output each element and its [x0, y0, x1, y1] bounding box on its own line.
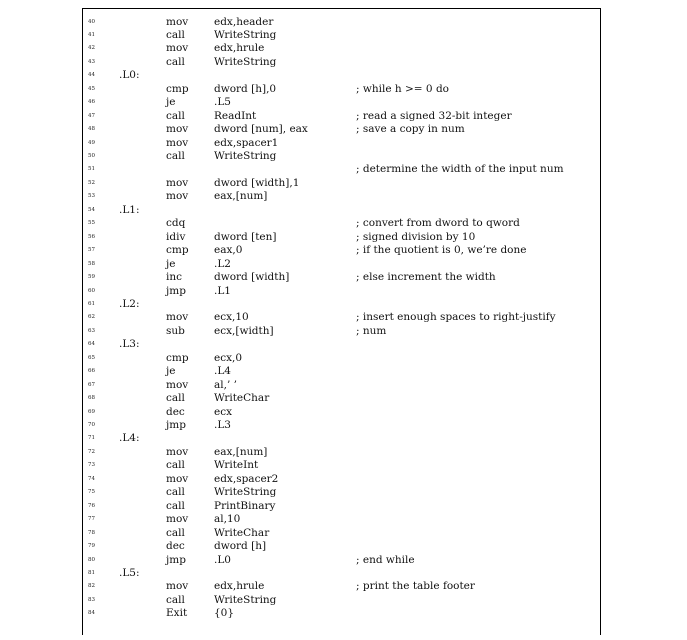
operands: WriteString	[214, 486, 277, 499]
instruction: mov	[166, 472, 189, 485]
code-line	[0, 594, 687, 608]
line-number: 42	[88, 45, 95, 52]
code-line	[0, 271, 687, 285]
instruction: je	[166, 96, 176, 109]
line-number: 68	[88, 395, 95, 402]
code-line	[0, 365, 687, 379]
instruction: call	[166, 526, 185, 539]
code-line	[0, 432, 687, 446]
operands: ecx,[width]	[214, 324, 274, 337]
code-line	[0, 16, 687, 30]
code-line	[0, 567, 687, 581]
operands: WriteChar	[214, 526, 270, 539]
code-line	[0, 83, 687, 97]
instruction: cmp	[166, 351, 189, 364]
operands: edx,hrule	[214, 580, 265, 593]
line-number: 81	[88, 569, 95, 576]
line-number: 54	[88, 206, 95, 213]
operands: eax,[num]	[214, 445, 268, 458]
operands: WriteString	[214, 150, 277, 162]
instruction: mov	[166, 190, 189, 203]
code-line	[0, 56, 687, 70]
code-label: .L0:	[119, 69, 140, 82]
code-comment: ; num	[356, 324, 387, 337]
code-line	[0, 580, 687, 594]
instruction: mov	[166, 311, 189, 324]
instruction: mov	[166, 136, 189, 149]
operands: dword [width]	[214, 271, 290, 284]
code-line	[0, 325, 687, 339]
code-line	[0, 69, 687, 83]
line-number: 46	[88, 99, 95, 106]
line-number: 50	[88, 153, 95, 159]
instruction: mov	[166, 42, 189, 55]
operands: .L3	[214, 419, 231, 431]
code-line	[0, 607, 687, 621]
line-number: 83	[88, 596, 95, 603]
code-line	[0, 392, 687, 406]
line-number: 61	[88, 300, 95, 307]
code-line	[0, 29, 687, 43]
instruction: jmp	[166, 284, 186, 297]
line-number: 59	[88, 274, 95, 281]
line-number: 67	[88, 381, 95, 388]
operands: edx,spacer1	[214, 136, 279, 149]
code-label: .L5:	[119, 566, 140, 579]
instruction: je	[166, 365, 176, 378]
instruction: call	[166, 486, 185, 499]
line-number: 64	[88, 341, 95, 348]
line-number: 75	[88, 489, 95, 496]
code-line	[0, 379, 687, 393]
instruction: mov	[166, 15, 189, 28]
line-number: 60	[88, 287, 95, 294]
code-line	[0, 527, 687, 541]
code-line	[0, 486, 687, 500]
code-line	[0, 446, 687, 460]
code-line	[0, 285, 687, 299]
code-line	[0, 217, 687, 231]
instruction: mov	[166, 580, 189, 593]
instruction: call	[166, 55, 185, 68]
line-number: 58	[88, 260, 95, 267]
operands: WriteInt	[214, 459, 259, 472]
operands: ecx,10	[214, 311, 249, 324]
operands: eax,0	[214, 244, 243, 257]
line-number: 62	[88, 314, 95, 321]
instruction: call	[166, 459, 185, 472]
line-number: 72	[88, 448, 95, 455]
code-line	[0, 554, 687, 568]
operands: al,10	[214, 513, 241, 526]
code-line	[0, 231, 687, 245]
code-line	[0, 419, 687, 433]
line-number: 44	[88, 72, 95, 79]
line-number: 52	[88, 179, 95, 186]
instruction: inc	[166, 271, 183, 284]
code-line	[0, 513, 687, 527]
instruction: sub	[166, 324, 185, 337]
line-number: 43	[88, 58, 95, 65]
line-number: 78	[88, 529, 95, 536]
operands: dword [num], eax	[214, 123, 308, 136]
code-label: .L1:	[119, 203, 140, 216]
instruction: call	[166, 392, 185, 405]
instruction: dec	[166, 405, 185, 418]
instruction: call	[166, 109, 185, 122]
line-number: 48	[88, 126, 95, 133]
instruction: cmp	[166, 244, 189, 257]
instruction: mov	[166, 123, 189, 136]
line-number: 63	[88, 327, 95, 334]
instruction: mov	[166, 513, 189, 526]
code-comment: ; print the table footer	[356, 580, 475, 593]
code-comment: ; if the quotient is 0, we’re done	[356, 244, 527, 257]
code-line	[0, 473, 687, 487]
code-comment: ; read a signed 32-bit integer	[356, 109, 512, 122]
code-comment: ; save a copy in num	[356, 123, 465, 136]
line-number: 76	[88, 502, 95, 509]
operands: dword [ten]	[214, 230, 277, 243]
code-line	[0, 406, 687, 420]
code-line	[0, 500, 687, 514]
line-number: 66	[88, 368, 95, 375]
code-line	[0, 258, 687, 272]
operands: al,’ ’	[214, 378, 237, 391]
code-line	[0, 96, 687, 110]
code-line	[0, 540, 687, 554]
instruction: jmp	[166, 553, 186, 566]
code-comment: ; convert from dword to qword	[356, 217, 520, 230]
operands: .L2	[214, 257, 231, 270]
line-number: 49	[88, 139, 95, 146]
code-line	[0, 137, 687, 151]
code-line	[0, 123, 687, 137]
code-comment: ; determine the width of the input num	[356, 163, 564, 176]
code-comment: ; signed division by 10	[356, 230, 476, 243]
operands: ecx,0	[214, 351, 243, 364]
instruction: mov	[166, 176, 189, 189]
operands: .L0	[214, 553, 231, 566]
instruction: cmp	[166, 82, 189, 95]
line-number: 55	[88, 220, 95, 227]
code-line	[0, 204, 687, 218]
code-comment: ; end while	[356, 553, 415, 566]
operands: {0}	[214, 607, 235, 620]
operands: .L1	[214, 284, 231, 297]
instruction: call	[166, 499, 185, 512]
line-number: 45	[88, 85, 95, 92]
operands: edx,spacer2	[214, 472, 279, 485]
line-number: 47	[88, 112, 95, 119]
code-line	[0, 338, 687, 352]
operands: edx,hrule	[214, 42, 265, 55]
code-comment: ; else increment the width	[356, 271, 496, 284]
line-number: 56	[88, 233, 95, 240]
instruction: call	[166, 150, 185, 162]
line-number: 77	[88, 516, 95, 523]
line-number: 82	[88, 583, 95, 590]
instruction: call	[166, 593, 185, 606]
line-number: 51	[88, 166, 95, 173]
operands: dword [width],1	[214, 176, 300, 189]
code-line	[0, 298, 687, 312]
code-line	[0, 459, 687, 473]
operands: WriteChar	[214, 392, 270, 405]
instruction: jmp	[166, 419, 186, 431]
code-comment: ; while h >= 0 do	[356, 82, 449, 95]
line-number: 65	[88, 354, 95, 361]
operands: eax,[num]	[214, 190, 268, 203]
code-line	[0, 311, 687, 325]
line-number: 71	[88, 435, 95, 442]
code-line	[0, 150, 687, 164]
operands: .L5	[214, 96, 231, 109]
code-line	[0, 352, 687, 366]
operands: ecx	[214, 405, 233, 418]
operands: dword [h]	[214, 540, 267, 553]
code-line	[0, 244, 687, 258]
code-label: .L2:	[119, 297, 140, 310]
code-line	[0, 110, 687, 124]
line-number: 69	[88, 408, 95, 415]
instruction: dec	[166, 540, 185, 553]
instruction: cdq	[166, 217, 186, 230]
line-number: 80	[88, 556, 95, 563]
operands: WriteString	[214, 593, 277, 606]
operands: PrintBinary	[214, 499, 276, 512]
code-comment: ; insert enough spaces to right-justify	[356, 311, 556, 324]
line-number: 74	[88, 475, 95, 482]
line-number: 53	[88, 193, 95, 200]
line-number: 41	[88, 31, 95, 38]
line-number: 40	[88, 18, 95, 25]
operands: WriteString	[214, 55, 277, 68]
line-number: 70	[88, 422, 95, 428]
operands: ReadInt	[214, 109, 257, 122]
line-number: 73	[88, 462, 95, 469]
instruction: Exit	[166, 607, 188, 620]
instruction: mov	[166, 378, 189, 391]
operands: dword [h],0	[214, 82, 277, 95]
code-line	[0, 190, 687, 204]
instruction: mov	[166, 445, 189, 458]
code-label: .L3:	[119, 338, 140, 351]
operands: edx,header	[214, 15, 274, 28]
line-number: 57	[88, 247, 95, 254]
operands: .L4	[214, 365, 231, 378]
instruction: je	[166, 257, 176, 270]
line-number: 79	[88, 543, 95, 550]
code-line	[0, 177, 687, 191]
code-line	[0, 163, 687, 177]
operands: WriteString	[214, 28, 277, 41]
code-label: .L4:	[119, 432, 140, 445]
code-line	[0, 42, 687, 56]
instruction: call	[166, 28, 185, 41]
instruction: idiv	[166, 230, 186, 243]
line-number: 84	[88, 610, 95, 617]
